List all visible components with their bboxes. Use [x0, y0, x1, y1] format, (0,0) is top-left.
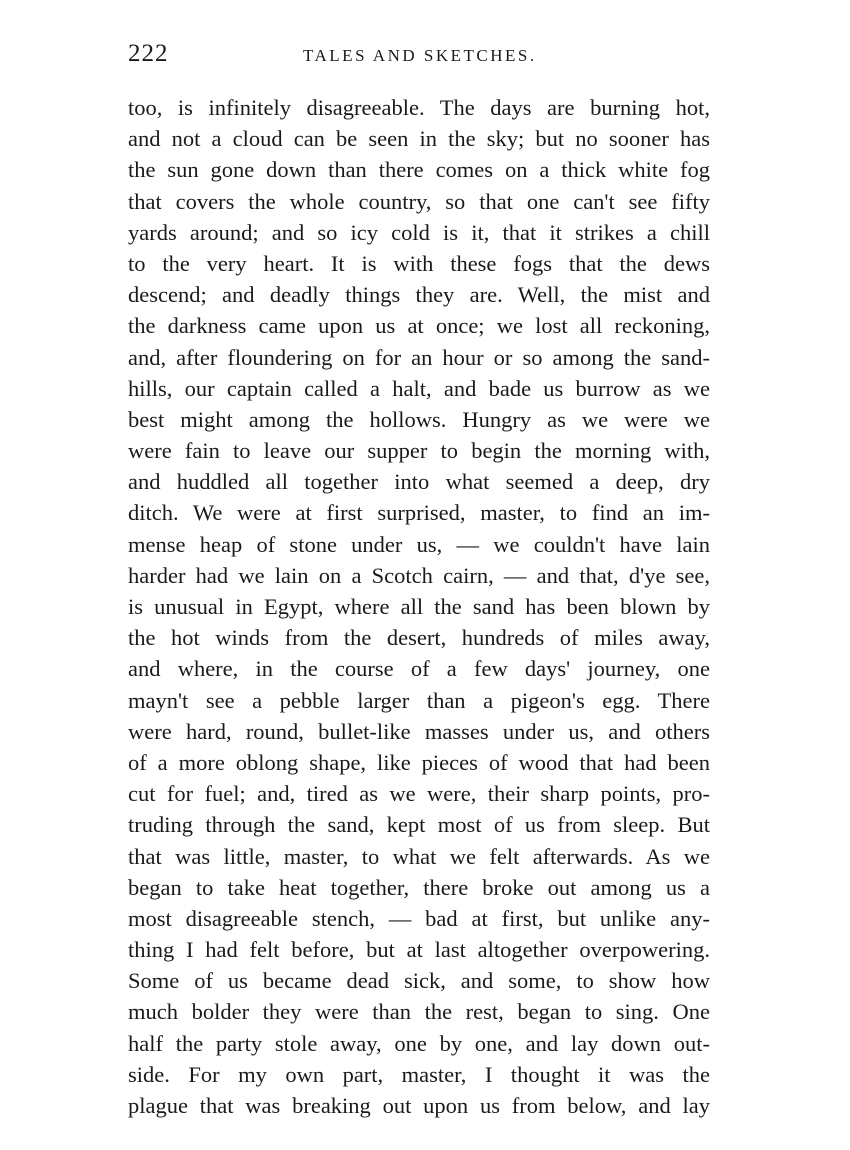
running-head: TALES AND SKETCHES.: [303, 46, 537, 65]
text-line: were hard, round, bullet-like masses under us, and others: [128, 718, 710, 744]
text-line: half the party stole away, one by one, and lay down out-: [128, 1030, 710, 1056]
text-line: and huddled all together into what seemed a deep, dry: [128, 469, 710, 495]
text-line: ditch. We were at first surprised, master, to find an im-: [128, 500, 710, 526]
text-line: the sun gone down than there comes on a thick white fog: [128, 157, 710, 183]
text-line: yards around; and so icy cold is it, that it strikes a chill: [128, 219, 710, 245]
text-line: side. For my own part, master, I thought it was the: [128, 1061, 710, 1087]
text-line: thing I had felt before, but at last altogether overpowering.: [128, 937, 710, 963]
text-line: is unusual in Egypt, where all the sand has been blown by: [128, 594, 710, 619]
text-line: and, after floundering on for an hour or so among the sand-: [128, 344, 710, 370]
text-line: mayn't see a pebble larger than a pigeon's egg. There: [128, 687, 710, 713]
text-line: that covers the whole country, so that one can't see fifty: [128, 188, 710, 214]
text-line: plague that was breaking out upon us from below, and lay: [128, 1093, 710, 1118]
text-line: began to take heat together, there broke out among us a: [128, 874, 710, 900]
text-line: much bolder they were than the rest, began to sing. One: [128, 999, 710, 1025]
text-line: truding through the sand, kept most of us from sleep. But: [128, 812, 710, 838]
text-line: of a more oblong shape, like pieces of wood that had been: [128, 749, 710, 775]
text-line: that was little, master, to what we felt afterwards. As we: [128, 843, 710, 869]
text-line: cut for fuel; and, tired as we were, their sharp points, pro-: [128, 781, 710, 807]
body-text: [128, 92, 710, 1121]
text-line: and not a cloud can be seen in the sky; but no sooner has: [128, 126, 710, 152]
text-line: to the very heart. It is with these fogs that the dews: [128, 250, 710, 276]
text-line: harder had we lain on a Scotch cairn, — and that, d'ye see,: [128, 562, 710, 588]
text-line: and where, in the course of a few days' journey, one: [128, 656, 710, 682]
text-line: were fain to leave our supper to begin the morning with,: [128, 438, 710, 464]
text-line: most disagreeable stench, — bad at first, but unlike any-: [128, 905, 710, 931]
text-line: hills, our captain called a halt, and bade us burrow as we: [128, 375, 710, 401]
text-line: descend; and deadly things they are. Well, the mist and: [128, 282, 710, 308]
text-line: best might among the hollows. Hungry as we were we: [128, 406, 710, 432]
text-line: mense heap of stone under us, — we couldn't have lain: [128, 531, 710, 557]
page-number: 222: [128, 40, 169, 67]
text-line: the hot winds from the desert, hundreds of miles away,: [128, 625, 710, 651]
text-line: too, is infinitely disagreeable. The days are burning hot,: [128, 95, 710, 120]
text-line: the darkness came upon us at once; we lost all reckoning,: [128, 313, 710, 339]
text-line: Some of us became dead sick, and some, to show how: [128, 968, 710, 994]
page-header: [128, 40, 718, 74]
